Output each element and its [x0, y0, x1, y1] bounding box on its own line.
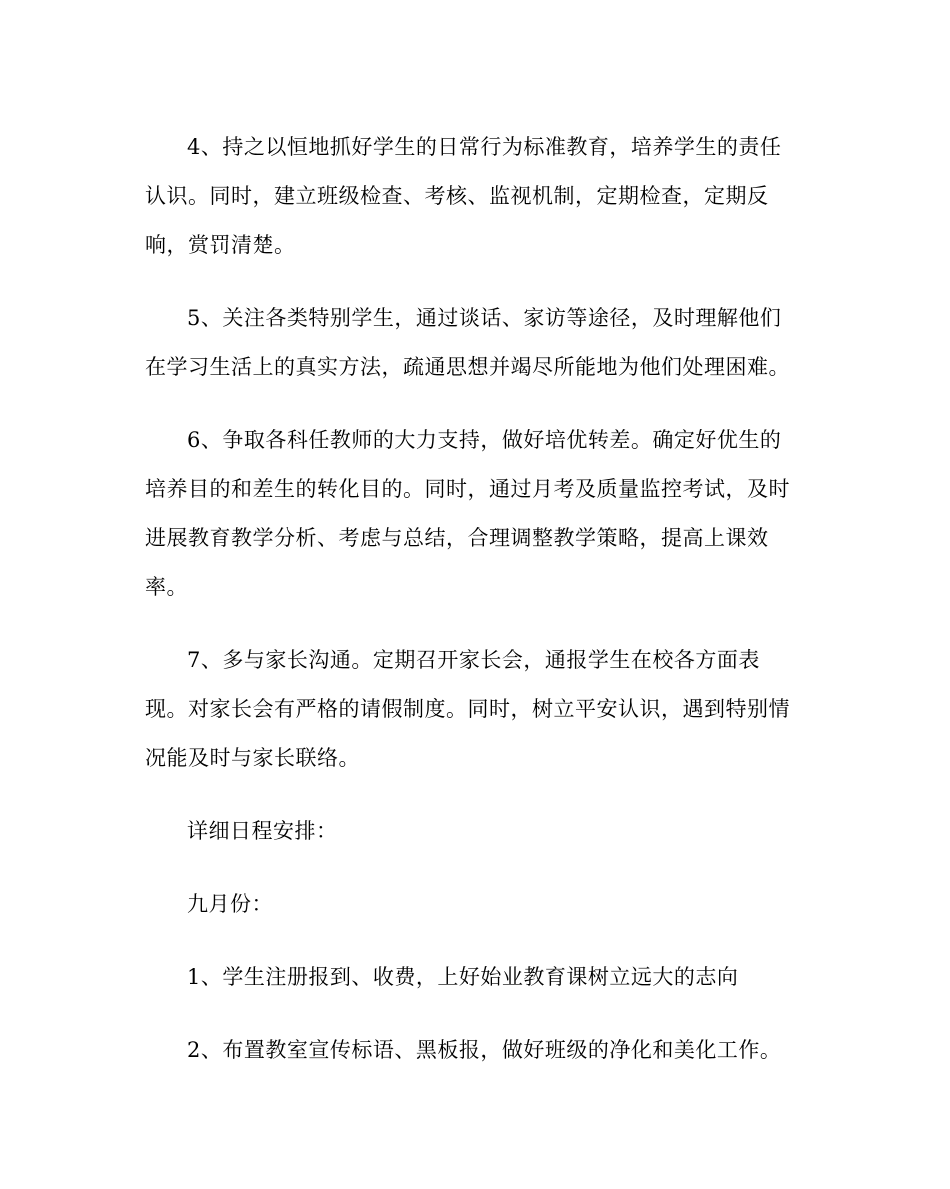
paragraph-item-7-line-1: 7、多与家长沟通。定期召开家长会，通报学生在校各方面表	[187, 648, 760, 672]
paragraph-item-4-line-1: 4、持之以恒地抓好学生的日常行为标准教育，培养学生的责任	[187, 135, 782, 159]
paragraph-item-5-line-2: 在学习生活上的真实方法，疏通思想并竭尽所能地为他们处理困难。	[145, 355, 790, 379]
paragraph-item-6-line-1: 6、争取各科任教师的大力支持，做好培优转差。确定好优生的	[187, 428, 782, 452]
schedule-heading: 详细日程安排：	[187, 819, 338, 843]
paragraph-item-5-line-1: 5、关注各类特别学生，通过谈话、家访等途径，及时理解他们	[187, 306, 782, 330]
paragraph-item-4-line-3: 响，赏罚清楚。	[145, 233, 296, 257]
paragraph-item-7-line-3: 况能及时与家长联络。	[145, 746, 360, 770]
paragraph-item-6-line-4: 率。	[145, 575, 188, 599]
paragraph-item-7-line-2: 现。对家长会有严格的请假制度。同时，树立平安认识，遇到特别情	[145, 697, 790, 721]
september-item-1: 1、学生注册报到、收费，上好始业教育课树立远大的志向	[187, 965, 739, 989]
paragraph-item-6-line-3: 进展教育教学分析、考虑与总结，合理调整教学策略，提高上课效	[145, 526, 769, 550]
september-heading: 九月份：	[187, 892, 273, 916]
paragraph-item-4-line-2: 认识。同时，建立班级检查、考核、监视机制，定期检查，定期反	[145, 184, 769, 208]
paragraph-item-6-line-2: 培养目的和差生的转化目的。同时，通过月考及质量监控考试，及时	[145, 477, 790, 501]
september-item-2: 2、布置教室宣传标语、黑板报，做好班级的净化和美化工作。	[187, 1038, 782, 1062]
